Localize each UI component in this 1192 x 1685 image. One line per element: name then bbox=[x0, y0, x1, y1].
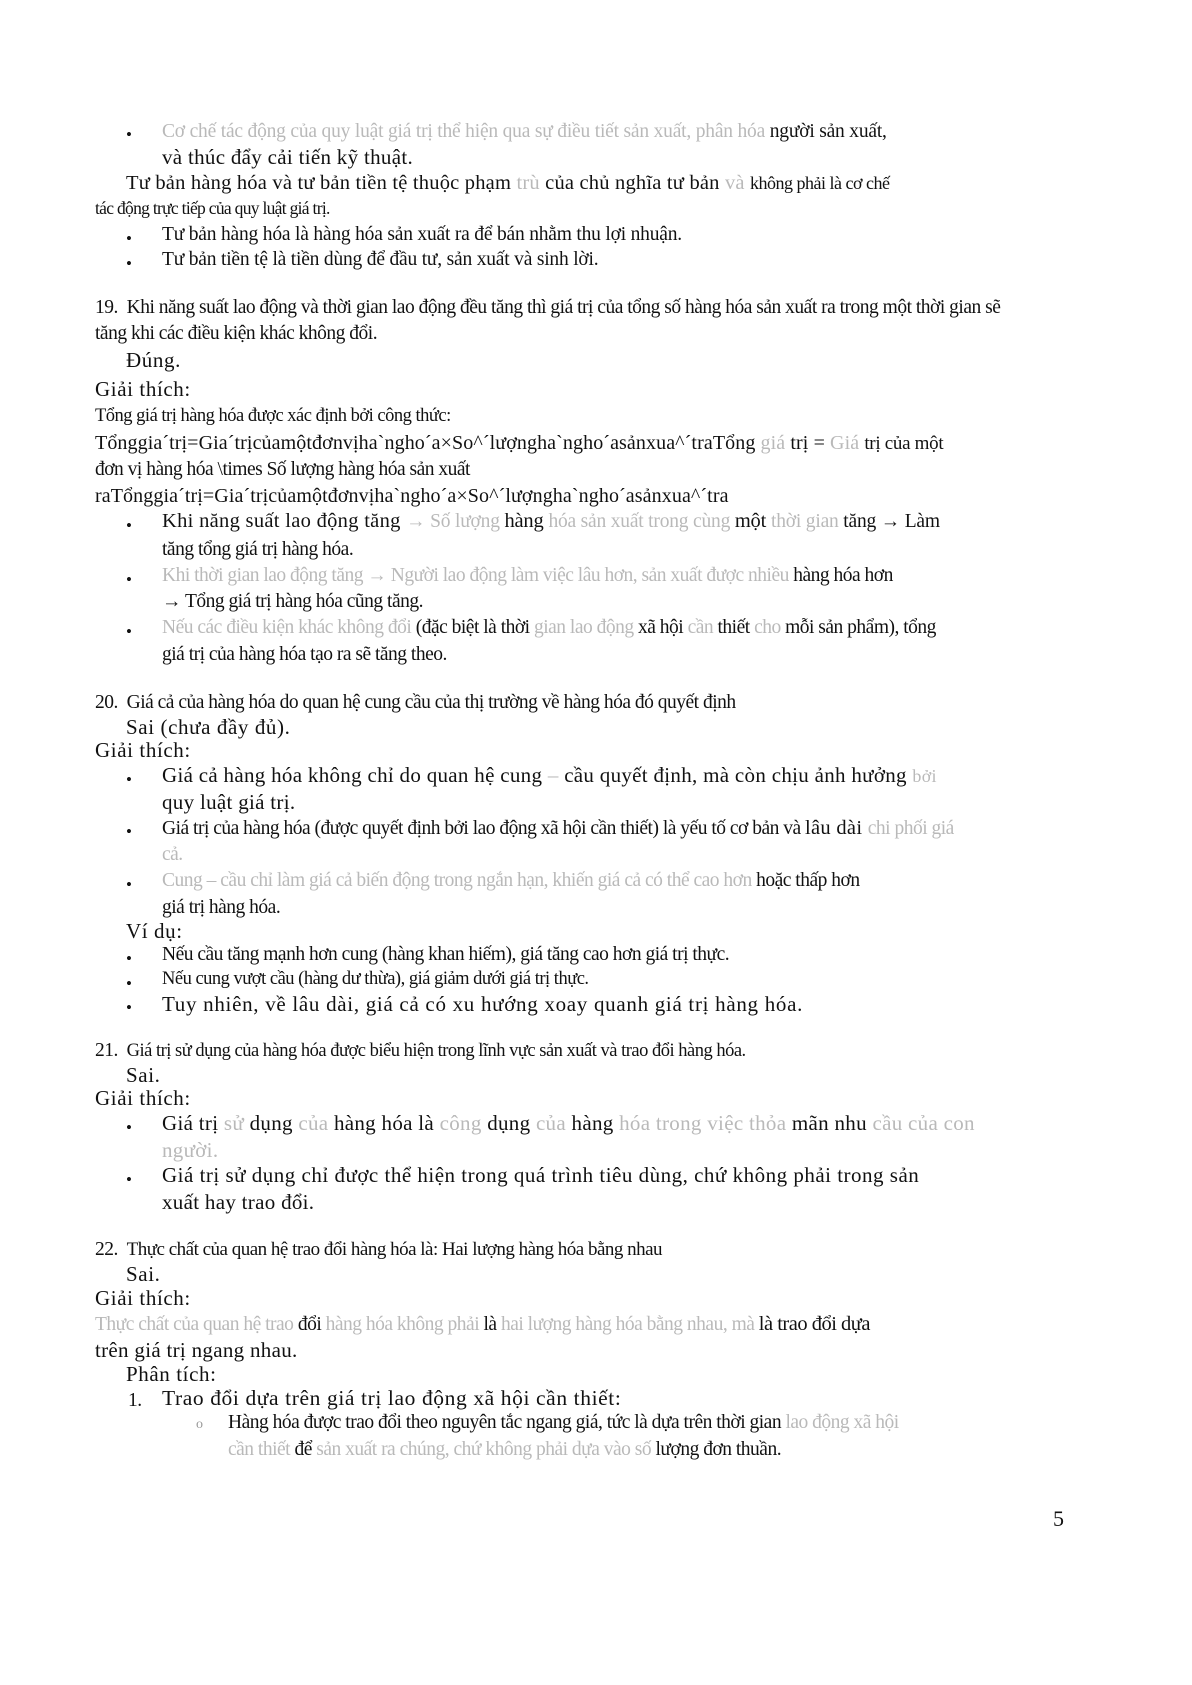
list-number: 1. bbox=[128, 1390, 142, 1411]
bullet-text: Giá trị sử dụng của hàng hóa là công dụng của hàng hóa trong việc thỏa mãn nhu cầu của con bbox=[162, 1111, 975, 1135]
bullet-text: người. bbox=[162, 1138, 219, 1162]
paragraph-line: Tổng giá trị hàng hóa được xác định bởi công thức: bbox=[95, 406, 451, 426]
bullet-text: Cung – cầu chỉ làm giá cả biến động trong ngắn hạn, khiến giá cả có thể cao hơn hoặc thấp hơn bbox=[162, 870, 860, 891]
circle-bullet: o bbox=[196, 1417, 203, 1432]
formula-line: Tổnggia´trị=Gia´trịcủamộtđơnvịha`ngho´a×So^´lượngha`ngho´asảnxua^´traTổng giá trị = Giá trị của một bbox=[95, 432, 944, 454]
question-21: 21. Giá trị sử dụng của hàng hóa được biểu hiện trong lĩnh vực sản xuất và trao đổi hàng hóa. bbox=[95, 1040, 746, 1061]
bullet: • bbox=[126, 622, 132, 641]
list-item: Trao đổi dựa trên giá trị lao động xã hội cần thiết: bbox=[162, 1386, 622, 1410]
explanation-heading: Giải thích: bbox=[95, 738, 191, 762]
bullet: • bbox=[126, 875, 132, 894]
bullet-text: Nếu các điều kiện khác không đổi (đặc biệt là thời gian lao động xã hội cần thiết cho mỗi sản phẩm), tổng bbox=[162, 617, 936, 638]
bullet-text: Khi năng suất lao động tăng → Số lượng hàng hóa sản xuất trong cùng một thời gian tăng → Làm bbox=[162, 510, 940, 532]
bullet-text: Giá cả hàng hóa không chỉ do quan hệ cung – cầu quyết định, mà còn chịu ảnh hưởng bởi bbox=[162, 763, 937, 787]
bullet-text: Tư bản hàng hóa là hàng hóa sản xuất ra để bán nhằm thu lợi nhuận. bbox=[162, 224, 682, 245]
paragraph-line: tác động trực tiếp của quy luật giá trị. bbox=[95, 198, 330, 218]
paragraph-line: và thúc đẩy cải tiến kỹ thuật. bbox=[162, 145, 414, 169]
bullet: • bbox=[126, 1170, 132, 1189]
bullet-text: → Tổng giá trị hàng hóa cũng tăng. bbox=[162, 591, 423, 612]
bullet-text: quy luật giá trị. bbox=[162, 790, 296, 814]
bullet: • bbox=[126, 570, 132, 589]
bullet: • bbox=[126, 125, 132, 144]
formula-line: raTổnggia´trị=Gia´trịcủamộtđơnvịha`ngho´a×So^´lượngha`ngho´asảnxua^´tra bbox=[95, 485, 729, 507]
bullet: • bbox=[126, 516, 132, 535]
answer-label: Đúng. bbox=[126, 348, 181, 372]
formula-line: đơn vị hàng hóa \times Số lượng hàng hóa sản xuất bbox=[95, 459, 470, 480]
paragraph-line: Tư bản hàng hóa và tư bản tiền tệ thuộc phạm trù của chủ nghĩa tư bản và không phải là cơ chế bbox=[126, 172, 890, 194]
bullet-text: giá trị hàng hóa. bbox=[162, 897, 281, 918]
explanation-heading: Giải thích: bbox=[95, 1286, 191, 1310]
page-number: 5 bbox=[1053, 1506, 1064, 1531]
question-20: 20. Giá cả của hàng hóa do quan hệ cung cầu của thị trường về hàng hóa đó quyết định bbox=[95, 692, 736, 713]
answer-label: Sai. bbox=[126, 1262, 161, 1286]
bullet: • bbox=[126, 254, 132, 273]
bullet-text: Giá trị của hàng hóa (được quyết định bởi lao động xã hội cần thiết) là yếu tố cơ bản và lâu dài chi phối giá bbox=[162, 817, 954, 839]
question-22: 22. Thực chất của quan hệ trao đổi hàng hóa là: Hai lượng hàng hóa bằng nhau bbox=[95, 1239, 663, 1260]
bullet: • bbox=[126, 1118, 132, 1137]
explanation-heading: Giải thích: bbox=[95, 1086, 191, 1110]
sub-bullet-text: Hàng hóa được trao đổi theo nguyên tắc ngang giá, tức là dựa trên thời gian lao động xã hội bbox=[228, 1412, 899, 1433]
bullet-text: Giá trị sử dụng chỉ được thể hiện trong quá trình tiêu dùng, chứ không phải trong sản bbox=[162, 1163, 920, 1187]
bullet-text: giá trị của hàng hóa tạo ra sẽ tăng theo. bbox=[162, 644, 447, 665]
answer-label: Sai (chưa đầy đủ). bbox=[126, 715, 291, 739]
paragraph-line: Cơ chế tác động của quy luật giá trị thể hiện qua sự điều tiết sản xuất, phân hóa người sản xuất, bbox=[162, 121, 887, 142]
bullet-text: Nếu cầu tăng mạnh hơn cung (hàng khan hiếm), giá tăng cao hơn giá trị thực. bbox=[162, 944, 730, 965]
question-line: tăng khi các điều kiện khác không đổi. bbox=[95, 323, 378, 344]
paragraph-line: Thực chất của quan hệ trao đổi hàng hóa không phải là hai lượng hàng hóa bằng nhau, mà là trao đổi dựa bbox=[95, 1313, 870, 1335]
bullet-text: Khi thời gian lao động tăng → Người lao động làm việc lâu hơn, sản xuất được nhiều hàng hóa hơn bbox=[162, 565, 893, 586]
question-19: 19. Khi năng suất lao động và thời gian lao động đều tăng thì giá trị của tổng số hàng hóa sản xuất ra trong một thời gian sẽ bbox=[95, 297, 1001, 318]
explanation-heading: Giải thích: bbox=[95, 377, 191, 401]
bullet-text: Tuy nhiên, về lâu dài, giá cả có xu hướng xoay quanh giá trị hàng hóa. bbox=[162, 992, 804, 1016]
bullet: • bbox=[126, 974, 132, 993]
bullet-text: Tư bản tiền tệ là tiền dùng để đầu tư, sản xuất và sinh lời. bbox=[162, 249, 599, 270]
analysis-heading: Phân tích: bbox=[126, 1362, 217, 1386]
sub-bullet-text: cần thiết để sản xuất ra chúng, chứ không phải dựa vào số lượng đơn thuần. bbox=[228, 1439, 782, 1460]
bullet-text: xuất hay trao đổi. bbox=[162, 1190, 315, 1214]
answer-label: Sai. bbox=[126, 1063, 161, 1087]
bullet: • bbox=[126, 998, 132, 1017]
bullet-text: cả. bbox=[162, 844, 183, 865]
bullet: • bbox=[126, 229, 132, 248]
bullet: • bbox=[126, 949, 132, 968]
paragraph-line: trên giá trị ngang nhau. bbox=[95, 1338, 298, 1362]
bullet-text: Nếu cung vượt cầu (hàng dư thừa), giá giảm dưới giá trị thực. bbox=[162, 969, 589, 989]
bullet-text: tăng tổng giá trị hàng hóa. bbox=[162, 539, 354, 560]
bullet: • bbox=[126, 822, 132, 841]
example-heading: Ví dụ: bbox=[126, 919, 183, 943]
bullet: • bbox=[126, 770, 132, 789]
